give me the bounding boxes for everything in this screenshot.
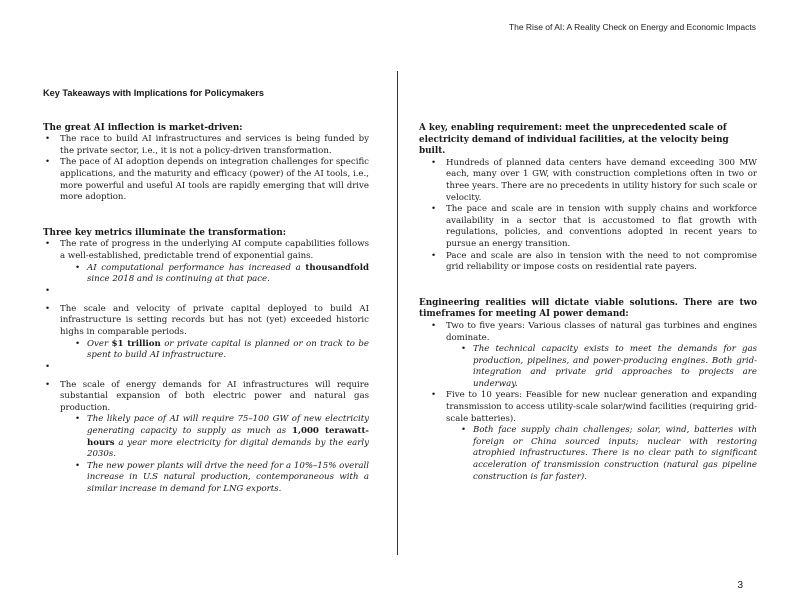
emphasis-text: 1,000 terawatt-hours — [87, 426, 369, 448]
emphasis-text: thousandfold — [305, 262, 369, 273]
bullet-item — [429, 321, 757, 391]
bullet-text: Five to 10 years: Feasible for new nuclear generation and expanding transmission to access utility-scale solar/wind facilities (requiring grid-scale batteries). — [446, 390, 757, 424]
bullet-item: • The race to build AI infrastructures and services is being funded by the private sector, i.e., it is not a policy-driven transformation. — [43, 134, 369, 157]
section-heading-enabling-requirement: A key, enabling requirement: meet the unprecedented scale of electricity demand of individual facilities, at the velocity being built. — [419, 123, 729, 157]
bullet-text: Two to five years: Various classes of natural gas turbines and engines dominate. — [446, 320, 757, 343]
sub-bullet-item: • The technical capacity exists to meet the demands for gas production, pipelines, and power-producing engines. Both grid-integration and private grid approaches to projects are underway. — [473, 344, 757, 390]
bullet-list — [43, 239, 369, 495]
sub-bullet-list — [60, 263, 369, 286]
sub-bullet-item — [87, 414, 369, 460]
sub-text: since 2018 and is continuing at that pace. — [87, 274, 270, 285]
key-takeaways-title: Key Takeaways with Implications for Policymakers — [43, 88, 264, 98]
bullet-item — [429, 390, 757, 483]
bullet-text: The rate of progress in the underlying AI compute capabilities follows a well-established, predictable trend of exponential gains. — [60, 239, 369, 261]
sub-bullet-list — [446, 425, 757, 483]
running-header: The Rise of AI: A Reality Check on Energy and Economic Impacts — [508, 22, 756, 32]
sub-bullet-list — [60, 339, 369, 362]
sub-text: Over — [87, 338, 112, 349]
sub-bullet-list — [446, 344, 757, 390]
sub-bullet-list — [60, 414, 369, 495]
bullet-item — [43, 380, 369, 496]
left-column — [43, 88, 369, 496]
bullet-item: • The pace of AI adoption depends on integration challenges for specific applications, and the maturity and efficacy (power) of the AI tools, i.e., more powerful and useful AI tools are rapidly emerging that will drive more adoption. — [43, 157, 369, 203]
section-heading-three-metrics: Three key metrics illuminate the transformation: — [43, 227, 286, 238]
sub-bullet-item: • Both face supply chain challenges; solar, wind, batteries with foreign or China sourced inputs; nuclear with restoring atrophied infrastructures. There is no clear path to significant acceleration of transmission construction (natural gas pipeline construction is far faster). — [473, 425, 757, 483]
bullet-list — [43, 134, 369, 204]
sub-text: a year more electricity for digital demands by the early 2030s. — [87, 437, 369, 460]
sub-bullet-item — [87, 263, 369, 286]
sub-bullet-item: • The new power plants will drive the need for a 10%–15% overall increase in U.S natural production, contemporaneous with a similar increase in demand for LNG exports. — [87, 461, 369, 496]
spacer — [43, 362, 369, 380]
sub-text: or private capital is planned or on track to be spent to build AI infrastructure. — [87, 338, 369, 361]
bullet-item: • Pace and scale are also in tension with the need to not compromise grid reliability or impose costs on residential rate payers. — [429, 251, 757, 274]
bullet-text: The scale and velocity of private capital deployed to build AI infrastructure is setting records but has not (yet) exceeded historic highs in comparable periods. — [60, 303, 369, 337]
section-heading-engineering-realities: Engineering realities will dictate viable solutions. There are two timeframes for meeting AI power demand: — [419, 297, 757, 320]
right-column — [419, 123, 757, 483]
section-heading-market-driven: The great AI inflection is market-driven: — [43, 122, 243, 133]
bullet-text: The scale of energy demands for AI infrastructures will require substantial expansion of both electric power and natural gas production. — [60, 379, 369, 413]
bullet-list — [419, 158, 757, 274]
bullet-list — [419, 321, 757, 483]
bullet-item — [43, 239, 369, 285]
page-number: 3 — [737, 580, 743, 591]
bullet-item: • Hundreds of planned data centers have demand exceeding 300 MW each, many over 1 GW, with construction completions often in two or three years. There are no precedents in utility history for such scale or velocity. — [429, 158, 757, 204]
bullet-item: • The pace and scale are in tension with supply chains and workforce availability in a sector that is accustomed to flat growth with regulations, policies, and conventions adopted in recent years to pursue an energy transition. — [429, 204, 757, 250]
emphasis-text: $1 trillion — [111, 338, 161, 349]
sub-text: The likely pace of AI will require 75–100 GW of new electricity generating capacity to supply as much as — [87, 414, 369, 437]
spacer — [43, 286, 369, 304]
sub-bullet-item — [87, 339, 369, 362]
column-divider — [397, 71, 398, 555]
bullet-item — [43, 304, 369, 362]
sub-text: AI computational performance has increased a — [87, 262, 306, 273]
